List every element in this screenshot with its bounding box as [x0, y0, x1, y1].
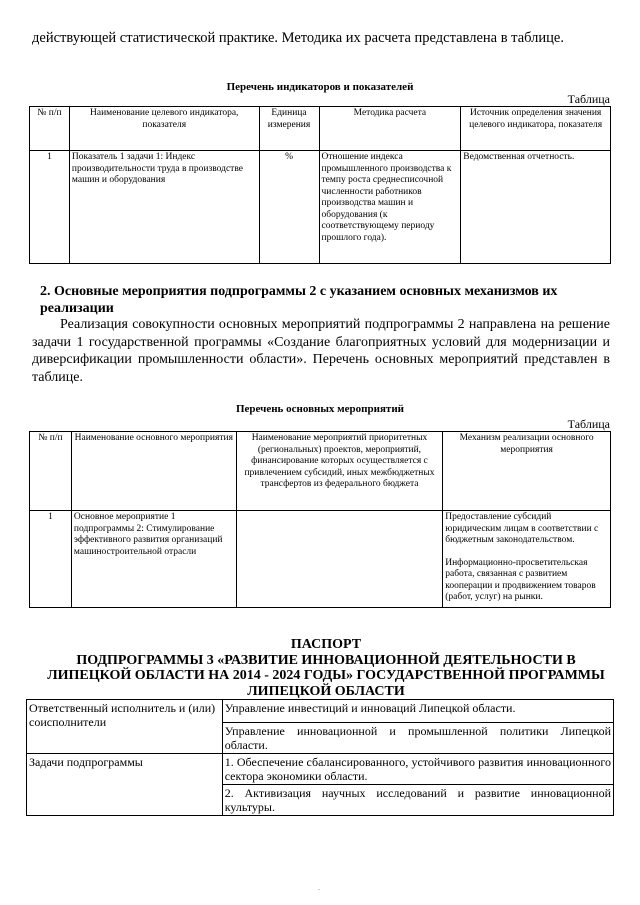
row-value: 2. Активизация научных исследований и развитие инновационной культуры. — [222, 785, 613, 816]
table-header-row — [30, 432, 611, 511]
col-header: № п/п — [30, 107, 70, 151]
table2-title: Перечень основных мероприятий — [235, 403, 405, 415]
row-number: 1 — [30, 151, 70, 264]
section2-paragraph: Реализация совокупности основных мероприятий подпрограммы 2 направлена на решение задачи 1 государственной программы «Создание благоприятных условий для модернизации и диверсификации промышленности области». Перечень основных мероприятий представлен в таблице. — [32, 317, 610, 385]
passport-title — [40, 637, 612, 699]
col-header: Механизм реализации основного мероприятия — [443, 432, 611, 511]
data-source: Ведомственная отчетность. — [461, 151, 611, 264]
passport-table — [26, 699, 614, 816]
col-header: Единица измерения — [259, 107, 319, 151]
intro-text: действующей статистической практике. Методика их расчета представлена в таблице. — [32, 30, 564, 46]
col-header: № п/п — [30, 432, 72, 511]
section2-heading: 2. Основные мероприятия подпрограммы 2 с указанием основных механизмов их реализации — [40, 284, 558, 316]
indicators-table — [29, 106, 611, 264]
table-header-row — [30, 107, 611, 151]
mechanism-text: Предоставление субсидий юридическим лицам в соответствии с бюджетным законодательством. — [445, 512, 599, 546]
measures-table — [29, 431, 611, 608]
mechanism-cell — [443, 511, 611, 608]
passport-title-line1: ПАСПОРТ — [290, 637, 362, 652]
col-header: Наименование мероприятий приоритетных (региональных) проектов, мероприятий, финансирование которых осуществляется с привлечением субсидий, иных межбюджетных трансфертов из федерального бюджета — [236, 432, 443, 511]
table-row — [27, 754, 614, 785]
row-value: Управление инвестиций и инноваций Липецкой области. — [222, 700, 613, 723]
footer-mark: . — [318, 883, 320, 892]
calc-method: Отношение индекса промышленного производства к темпу роста среднесписочной численности работников производства машин и оборудования (к соответствующему периоду прошлого года). — [319, 151, 461, 264]
passport-title-line2: ПОДПРОГРАММЫ 3 «РАЗВИТИЕ ИННОВАЦИОННОЙ ДЕЯТЕЛЬНОСТИ В ЛИПЕЦКОЙ ОБЛАСТИ НА 2014 - 2024 ГОДЫ» ГОСУДАРСТВЕННОЙ ПРОГРАММЫ ЛИПЕЦКОЙ ОБЛАСТИ — [47, 652, 605, 699]
col-header: Наименование целевого индикатора, показателя — [69, 107, 259, 151]
col-header: Методика расчета — [319, 107, 461, 151]
row-number: 1 — [30, 511, 72, 608]
measure-name: Основное мероприятие 1 подпрограммы 2: Стимулирование эффективного развития организаций машиностроительной отрасли — [71, 511, 236, 608]
row-value: 1. Обеспечение сбалансированного, устойчивого развития инновационного сектора экономики области. — [222, 754, 613, 785]
row-label: Ответственный исполнитель и (или) соисполнители — [27, 700, 223, 754]
table-row — [27, 700, 614, 723]
col-header: Источник определения значения целевого индикатора, показателя — [461, 107, 611, 151]
table2-label: Таблица — [567, 417, 610, 431]
row-label: Задачи подпрограммы — [27, 754, 223, 816]
indicator-name: Показатель 1 задачи 1: Индекс производительности труда в производстве машин и оборудования — [69, 151, 259, 264]
table-row — [30, 511, 611, 608]
table1-label: Таблица — [567, 92, 610, 106]
table-row — [30, 151, 611, 264]
row-value: Управление инновационной и промышленной политики Липецкой области. — [222, 723, 613, 754]
mechanism-text: Информационно-просветительская работа, связанная с развитием кооперации и продвижением товаров (работ, услуг) на рынки. — [445, 557, 596, 603]
col-header: Наименование основного мероприятия — [71, 432, 236, 511]
table1-title: Перечень индикаторов и показателей — [226, 81, 414, 93]
priority-projects — [236, 511, 443, 608]
unit: % — [259, 151, 319, 264]
